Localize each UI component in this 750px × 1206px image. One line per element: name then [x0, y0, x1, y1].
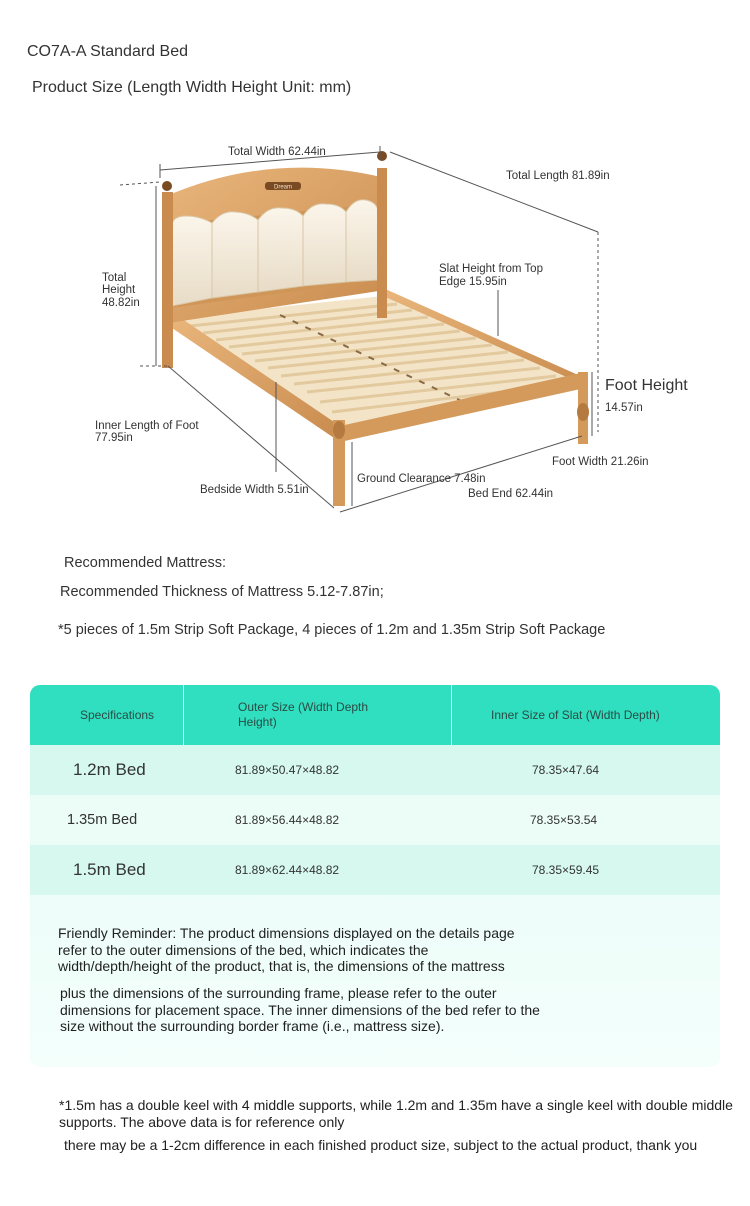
row-inner-size: 78.35×47.64: [532, 763, 600, 777]
header-divider: [451, 685, 452, 745]
label-slat-height-2: Edge 15.95in: [439, 276, 507, 288]
label-total-height-3: 48.82in: [102, 297, 140, 309]
header-outer-size: Outer Size (Width Depth Height): [238, 700, 369, 729]
mattress-heading: Recommended Mattress:: [64, 555, 226, 571]
header-divider: [183, 685, 184, 745]
mattress-thickness: Recommended Thickness of Mattress 5.12-7.87in;: [60, 584, 384, 600]
label-total-width: Total Width 62.44in: [228, 146, 326, 158]
label-ground-clearance: Ground Clearance 7.48in: [357, 473, 486, 485]
row-outer-size: 81.89×50.47×48.82: [235, 763, 340, 777]
row-spec: 1.5m Bed: [73, 860, 146, 879]
table-header: [30, 685, 720, 745]
mattress-package-note: *5 pieces of 1.5m Strip Soft Package, 4 pieces of 1.2m and 1.35m Strip Soft Package: [58, 622, 606, 638]
label-inner-length-2: 77.95in: [95, 432, 133, 444]
note-keel-support: *1.5m has a double keel with 4 middle supports, while 1.2m and 1.35m have a single keel with double middle: [59, 1097, 733, 1113]
label-foot-height-title: Foot Height: [605, 377, 688, 394]
row-spec: 1.2m Bed: [73, 760, 146, 779]
table-row: [30, 795, 720, 845]
svg-text:Dream: Dream: [273, 184, 293, 191]
row-outer-size: 81.89×56.44×48.82: [235, 813, 340, 827]
row-inner-size: 78.35×59.45: [532, 863, 600, 877]
note-size-difference: there may be a 1-2cm difference in each finished product size, subject to the actual product, thank you: [64, 1137, 698, 1153]
label-foot-width: Foot Width 21.26in: [552, 456, 649, 468]
table-row: [30, 845, 720, 895]
label-bedside-width: Bedside Width 5.51in: [200, 484, 309, 496]
spec-table: [30, 685, 720, 1067]
label-total-height-1: Total: [102, 272, 127, 284]
header-specifications: Specifications: [80, 708, 155, 722]
row-inner-size: 78.35×53.54: [530, 813, 598, 827]
label-slat-height-1: Slat Height from Top: [439, 263, 543, 275]
label-bed-end: Bed End 62.44in: [468, 488, 554, 500]
page-subtitle: Product Size (Length Width Height Unit: mm): [32, 79, 352, 96]
row-spec: 1.35m Bed: [67, 812, 138, 828]
label-total-length: Total Length 81.89in: [506, 170, 610, 182]
note-reference-only: supports. The above data is for reference only: [59, 1114, 345, 1130]
header-inner-size: Inner Size of Slat (Width Depth): [491, 708, 660, 722]
page-title: CO7A-A Standard Bed: [27, 43, 188, 60]
row-outer-size: 81.89×62.44×48.82: [235, 863, 340, 877]
label-foot-height-value: 14.57in: [605, 402, 643, 414]
label-inner-length-1: Inner Length of Foot: [95, 420, 199, 432]
friendly-reminder-part-2: plus the dimensions of the surrounding frame, please refer to the outer dimensions for placement space. The inner dimensions of the bed refer to the size without the surrounding border frame (i.e., mattress size).: [60, 985, 540, 1034]
friendly-reminder-part-1: Friendly Reminder: The product dimensions displayed on the details page refer to the outer dimensions of the bed, which indicates the width/depth/height of the product, that is, the dimensions of the mattress: [58, 925, 515, 974]
label-total-height-2: Height: [102, 284, 136, 296]
table-row: [30, 745, 720, 795]
